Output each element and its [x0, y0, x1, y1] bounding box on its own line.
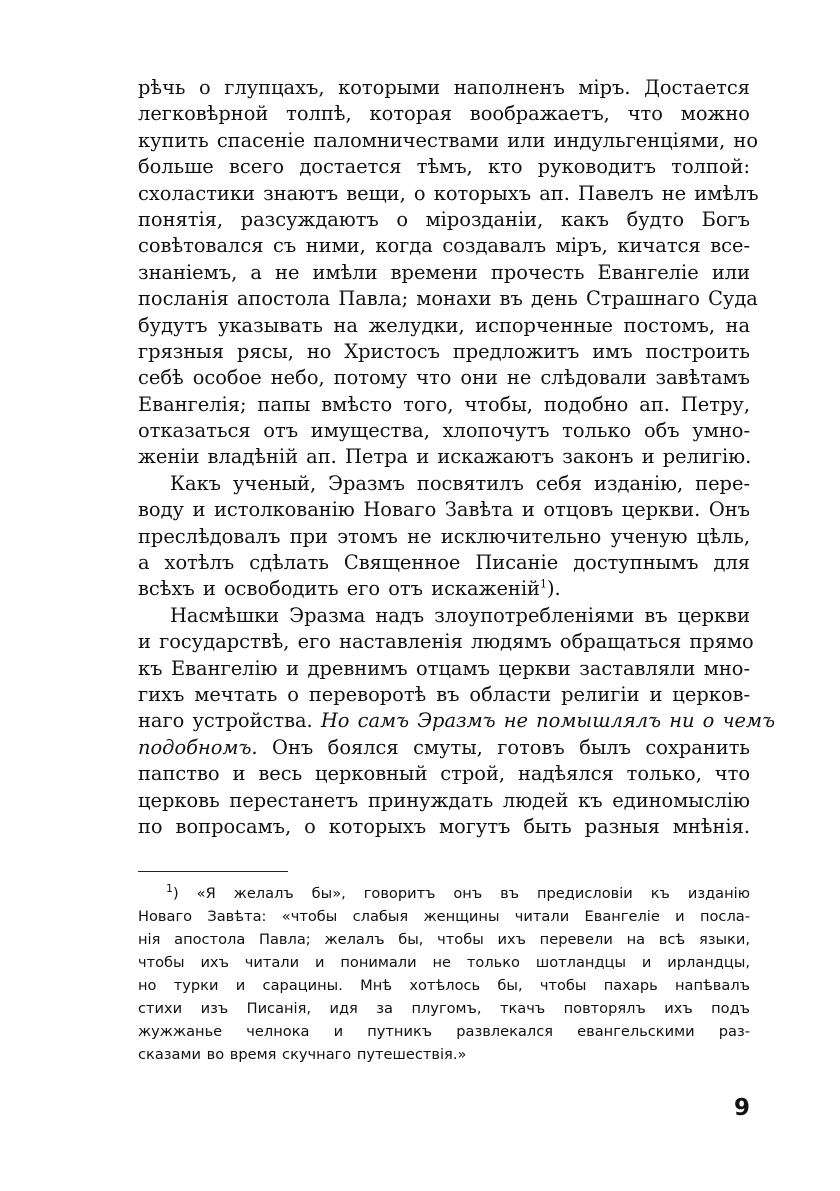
page-number: 9	[733, 1095, 750, 1121]
footnote-line: жужжанье челнока и путникъ развлекался евангельскими раз-	[138, 1023, 750, 1040]
footnote-line: чтобы ихъ читали и понимали не только шотландцы и ирландцы,	[138, 954, 750, 971]
text-line: женіи владѣній ап. Петра и искажаютъ законъ и религію.	[138, 445, 752, 469]
book-page	[138, 75, 776, 1175]
text-line: больше всего достается тѣмъ, кто руководитъ толпой:	[138, 155, 750, 179]
footnote-divider	[138, 871, 288, 872]
text-line: знаніемъ, а не имѣли времени прочесть Евангеліе или	[138, 260, 750, 284]
text-line: грязныя рясы, но Христосъ предложитъ имъ построить	[138, 339, 750, 363]
text-line: по вопросамъ, о которыхъ могутъ быть разныя мнѣнія.	[138, 814, 750, 838]
text-line: а хотѣлъ сдѣлать Священное Писаніе доступнымъ для	[138, 551, 750, 575]
text-line: будутъ указывать на желудки, испорченные постомъ, на	[138, 313, 750, 337]
footnote-line	[138, 882, 750, 905]
footnote-line: сказами во время скучнаго путешествія.»	[138, 1046, 467, 1063]
text-line: Насмѣшки Эразма надъ злоупотребленіями въ церкви	[170, 603, 750, 627]
text-line: преслѣдовалъ при этомъ не исключительно ученую цѣль,	[138, 524, 750, 548]
text-line: церковь перестанетъ принуждать людей къ единомыслію	[138, 788, 750, 812]
paragraph-1	[138, 75, 759, 471]
text-line: посланія апостола Павла; монахи въ день Страшнаго Суда	[138, 287, 758, 311]
paragraph-3	[138, 603, 776, 841]
line-tail: ).	[546, 577, 561, 601]
text-line	[138, 576, 750, 602]
text-line: легковѣрной толпѣ, которая воображаетъ, что можно	[138, 102, 750, 126]
line-text: Онъ боялся смуты, готовъ былъ сохранить	[272, 735, 750, 759]
text-line: совѣтовался съ ними, когда создавалъ міръ, кичатся все-	[138, 234, 750, 258]
text-line	[138, 735, 750, 761]
text-line: гихъ мечтать о переворотѣ въ области религіи и церков-	[138, 682, 750, 706]
text-line: отказаться отъ имущества, хлопочутъ только объ умно-	[138, 419, 750, 443]
main-text	[138, 75, 776, 840]
text-line	[138, 708, 776, 734]
italic-text: подобномъ.	[138, 735, 258, 759]
footnote-line: нія апостола Павла; желалъ бы, чтобы ихъ перевели на всѣ языки,	[138, 931, 750, 948]
footnote-marker: 1	[166, 882, 173, 896]
footnote-line: Новаго Завѣта: «чтобы слабыя женщины читали Евангеліе и посла-	[138, 908, 750, 925]
text-line: рѣчь о глупцахъ, которыми наполненъ міръ. Достается	[138, 76, 750, 99]
text-line: схоластики знаютъ вещи, о которыхъ ап. Павелъ не имѣлъ	[138, 181, 759, 205]
text-line: папство и весь церковный строй, надѣялся только, что	[138, 762, 750, 786]
paragraph-2	[138, 471, 750, 603]
line-text: наго устройства.	[138, 709, 313, 733]
text-line: купить спасеніе паломничествами или индульгенціями, но	[138, 128, 759, 152]
text-line: понятія, разсуждаютъ о мірозданіи, какъ будто Богъ	[138, 207, 750, 231]
footnote-line: но турки и сарацины. Мнѣ хотѣлось бы, чтобы пахарь напѣвалъ	[138, 977, 750, 994]
italic-text: Но самъ Эразмъ не помышлялъ ни о чемъ	[320, 709, 776, 733]
footnote	[138, 882, 750, 1066]
footnote-text: ) «Я желалъ бы», говоритъ онъ въ предисловіи къ изданію	[173, 885, 750, 902]
text-line: Евангелія; папы вмѣсто того, чтобы, подобно ап. Петру,	[138, 392, 750, 416]
line-text: всѣхъ и освободить его отъ искаженій	[138, 577, 540, 601]
text-line: воду и истолкованію Новаго Завѣта и отцовъ церкви. Онъ	[138, 498, 750, 522]
text-line: и государствѣ, его наставленія людямъ обращаться прямо	[138, 630, 754, 654]
footnote-line: стихи изъ Писанія, идя за плугомъ, ткачъ повторялъ ихъ подъ	[138, 1000, 750, 1017]
text-line: Какъ ученый, Эразмъ посвятилъ себя изданію, пере-	[170, 471, 750, 495]
text-line: себѣ особое небо, потому что они не слѣдовали завѣтамъ	[138, 366, 750, 390]
text-line: къ Евангелію и древнимъ отцамъ церкви заставляли мно-	[138, 656, 750, 680]
footnote-ref[interactable]: 1	[539, 577, 547, 591]
